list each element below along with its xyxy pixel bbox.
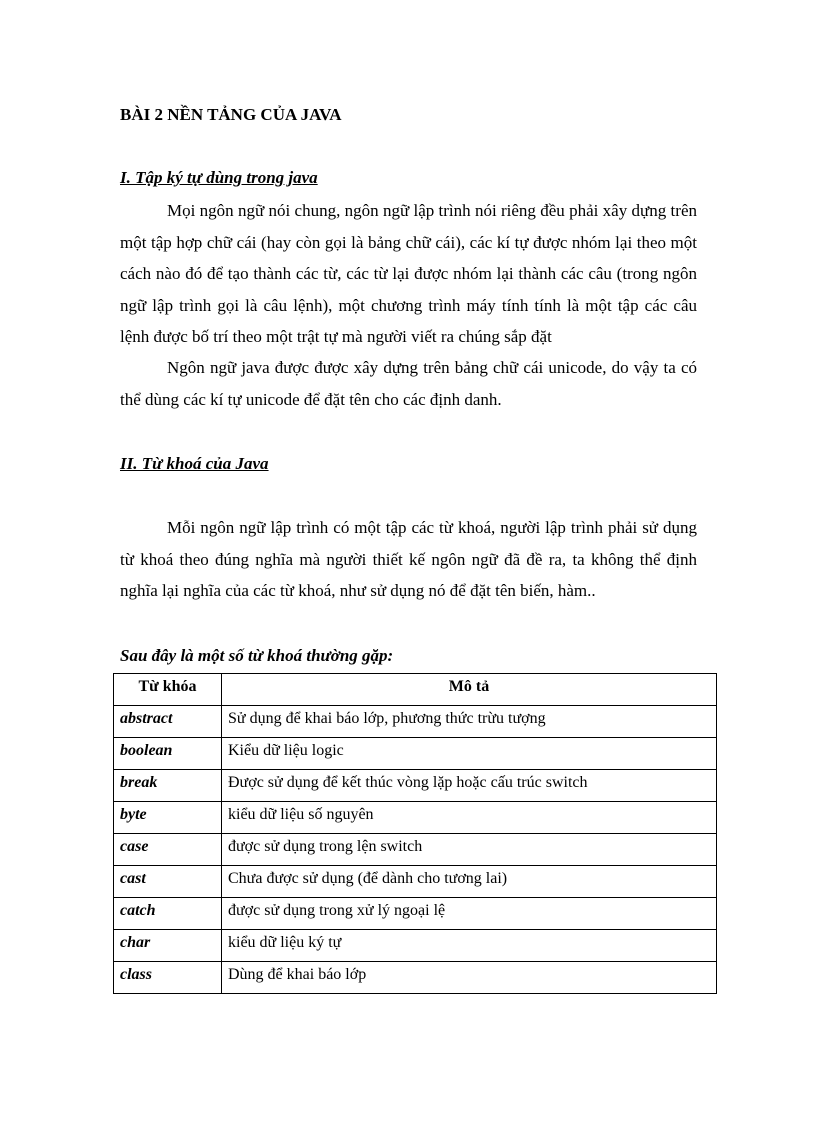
keyword-table [113,673,717,994]
description-cell: kiểu dữ liệu ký tự [222,930,717,962]
table-row [114,834,717,866]
description-cell: Chưa được sử dụng (để dành cho tương lai) [222,866,717,898]
header-keyword: Từ khóa [114,674,222,706]
description-cell: được sử dụng trong lện switch [222,834,717,866]
keyword-cell: char [114,930,222,962]
keyword-cell: class [114,962,222,994]
page-title: BÀI 2 NỀN TẢNG CỦA JAVA [120,105,342,124]
keyword-cell: case [114,834,222,866]
table-row [114,770,717,802]
description-cell: Dùng để khai báo lớp [222,962,717,994]
description-cell: Kiểu dữ liệu logic [222,738,717,770]
description-cell: được sử dụng trong xử lý ngoại lệ [222,898,717,930]
paragraph-keywords-1: Mỗi ngôn ngữ lập trình có một tập các từ khoá, người lập trình phải sử dụng từ khoá theo đúng nghĩa mà người thiết kế ngôn ngữ đã đề ra, ta không thể định nghĩa lại nghĩa của các từ khoá, như sử dụng nó để đặt tên biến, hàm.. [120,518,697,600]
header-description: Mô tả [222,674,717,706]
keyword-cell: byte [114,802,222,834]
keyword-cell: catch [114,898,222,930]
paragraph-character-set-2: Ngôn ngữ java được được xây dựng trên bảng chữ cái unicode, do vậy ta có thể dùng các kí tự unicode để đặt tên cho các định danh. [120,358,697,409]
keyword-cell: cast [114,866,222,898]
paragraph-character-set-1: Mọi ngôn ngữ nói chung, ngôn ngữ lập trình nói riêng đều phải xây dựng trên một tập hợp chữ cái (hay còn gọi là bảng chữ cái), các kí tự được nhóm lại theo một cách nào đó để tạo thành các từ, các từ lại được nhóm lại thành các câu (trong ngôn ngữ lập trình gọi là câu lệnh), một chương trình máy tính tính là một tập các câu lệnh được bố trí theo một trật tự mà người viết ra chúng sắp đặt [120,201,697,346]
table-row [114,898,717,930]
keyword-cell: boolean [114,738,222,770]
table-row [114,738,717,770]
keyword-cell: break [114,770,222,802]
table-caption: Sau đây là một số từ khoá thường gặp: [120,646,394,665]
table-row [114,706,717,738]
table-row [114,866,717,898]
description-cell: Được sử dụng để kết thúc vòng lặp hoặc cấu trúc switch [222,770,717,802]
table-row [114,930,717,962]
keyword-cell: abstract [114,706,222,738]
description-cell: kiểu dữ liệu số nguyên [222,802,717,834]
table-header-row [114,674,717,706]
section-heading-character-set: I. Tập ký tự dùng trong java [120,168,318,187]
table-row [114,802,717,834]
table-row [114,962,717,994]
description-cell: Sử dụng để khai báo lớp, phương thức trừu tượng [222,706,717,738]
section-heading-keywords: II. Từ khoá của Java [120,454,269,473]
